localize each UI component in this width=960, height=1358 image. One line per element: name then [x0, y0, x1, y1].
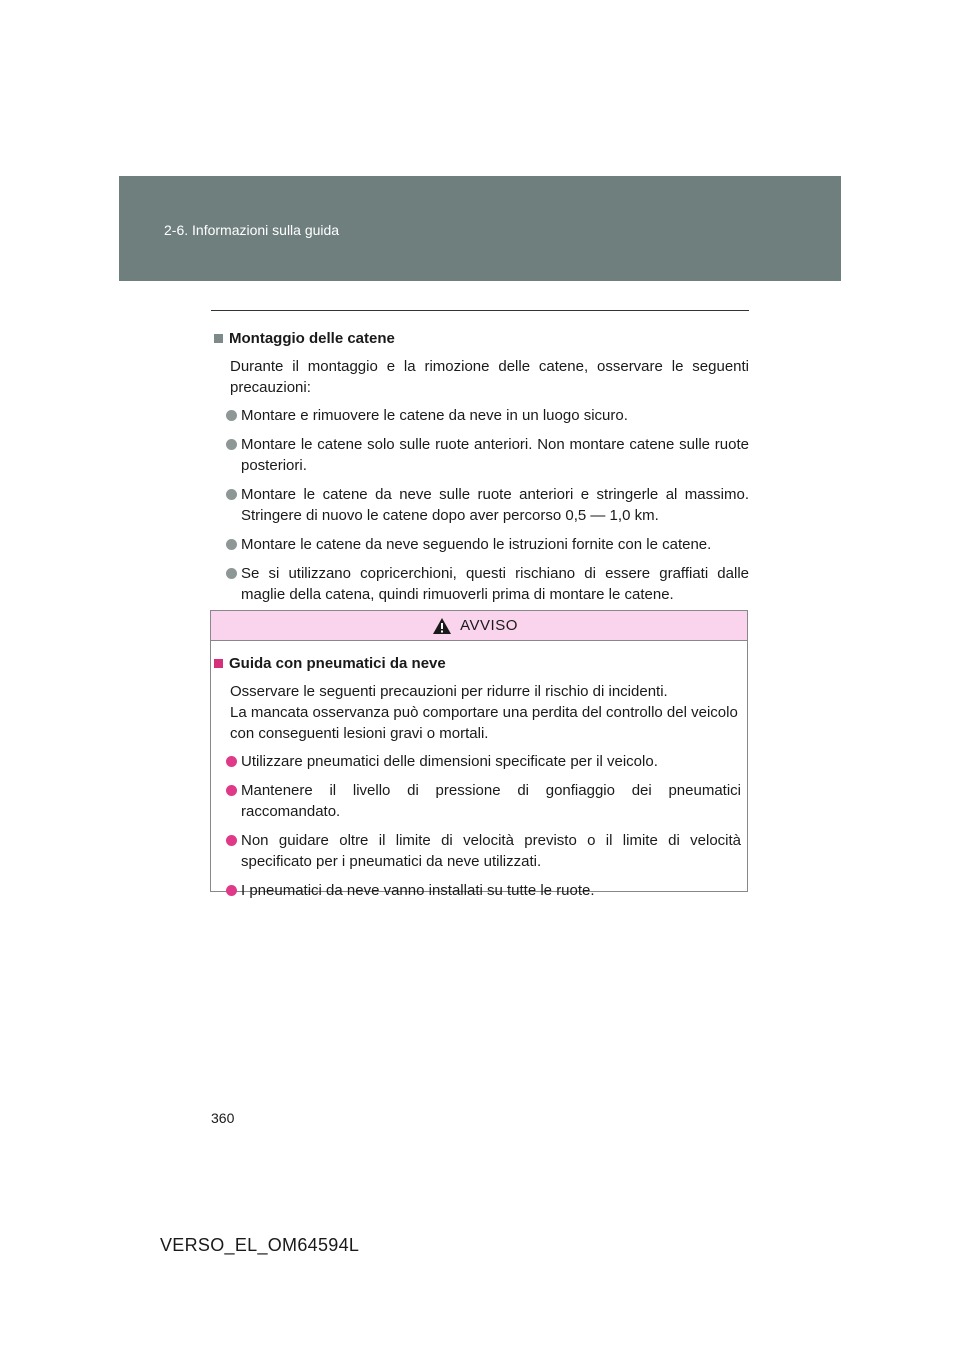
square-bullet-icon — [214, 659, 223, 668]
list-item-text: Montare le catene da neve sulle ruote anteriori e stringerle al massimo. Stringere di nuovo le catene dopo aver percorso 0,5 — 1,0 km. — [241, 486, 749, 524]
warning-header — [211, 611, 747, 641]
section-heading — [211, 328, 749, 350]
circle-bullet-icon — [226, 489, 237, 500]
main-content — [211, 328, 749, 613]
warning-intro-line1: Osservare le seguenti precauzioni per ridurre il rischio di incidenti. — [230, 683, 668, 700]
list-item — [226, 880, 741, 901]
document-code: VERSO_EL_OM64594L — [160, 1235, 360, 1255]
warning-triangle-icon — [432, 617, 452, 635]
list-item-text: Non guidare oltre il limite di velocità previsto o il limite di velocità specificato per i pneumatici da neve utilizzati. — [241, 832, 741, 870]
list-item — [226, 434, 749, 476]
warning-heading-text: Guida con pneumatici da neve — [229, 655, 446, 672]
square-bullet-icon — [214, 334, 223, 343]
list-item-text: Utilizzare pneumatici delle dimensioni specificate per il veicolo. — [241, 753, 658, 770]
list-item-text: Se si utilizzano copricerchioni, questi rischiano di essere graffiati dalle maglie della catena, quindi rimuoverli prima di montare le catene. — [241, 565, 749, 603]
circle-bullet-icon — [226, 835, 237, 846]
section-title: 2-6. Informazioni sulla guida — [164, 222, 340, 238]
list-item-text: Montare le catene solo sulle ruote anteriori. Non montare catene sulle ruote posteriori. — [241, 436, 749, 474]
bullet-list — [226, 405, 749, 605]
circle-bullet-icon — [226, 439, 237, 450]
circle-bullet-icon — [226, 539, 237, 550]
list-item-text: Mantenere il livello di pressione di gonfiaggio dei pneumatici raccomandato. — [241, 782, 741, 820]
list-item-text: I pneumatici da neve vanno installati su tutte le ruote. — [241, 882, 595, 899]
list-item — [226, 484, 749, 526]
warning-heading — [211, 653, 741, 675]
warning-bullet-list — [226, 751, 741, 901]
list-item — [226, 751, 741, 772]
list-item-text: Montare e rimuovere le catene da neve in un luogo sicuro. — [241, 407, 628, 424]
list-item — [226, 405, 749, 426]
circle-bullet-icon — [226, 410, 237, 421]
list-item — [226, 780, 741, 822]
intro-paragraph: Durante il montaggio e la rimozione delle catene, osservare le seguenti precauzioni: — [230, 358, 749, 396]
warning-label: AVVISO — [460, 617, 518, 634]
warning-intro-line2: La mancata osservanza può comportare una perdita del controllo del veicolo con conseguenti lesioni gravi o mortali. — [230, 704, 738, 742]
header-band — [119, 176, 841, 281]
list-item-text: Montare le catene da neve seguendo le istruzioni fornite con le catene. — [241, 536, 712, 553]
top-rule — [211, 310, 749, 311]
heading-text: Montaggio delle catene — [229, 330, 395, 347]
circle-bullet-icon — [226, 756, 237, 767]
circle-bullet-icon — [226, 885, 237, 896]
warning-box — [210, 610, 748, 899]
warning-body — [211, 641, 747, 901]
list-item — [226, 563, 749, 605]
list-item — [226, 534, 749, 555]
circle-bullet-icon — [226, 568, 237, 579]
circle-bullet-icon — [226, 785, 237, 796]
list-item — [226, 830, 741, 872]
page-number: 360 — [211, 1110, 235, 1126]
